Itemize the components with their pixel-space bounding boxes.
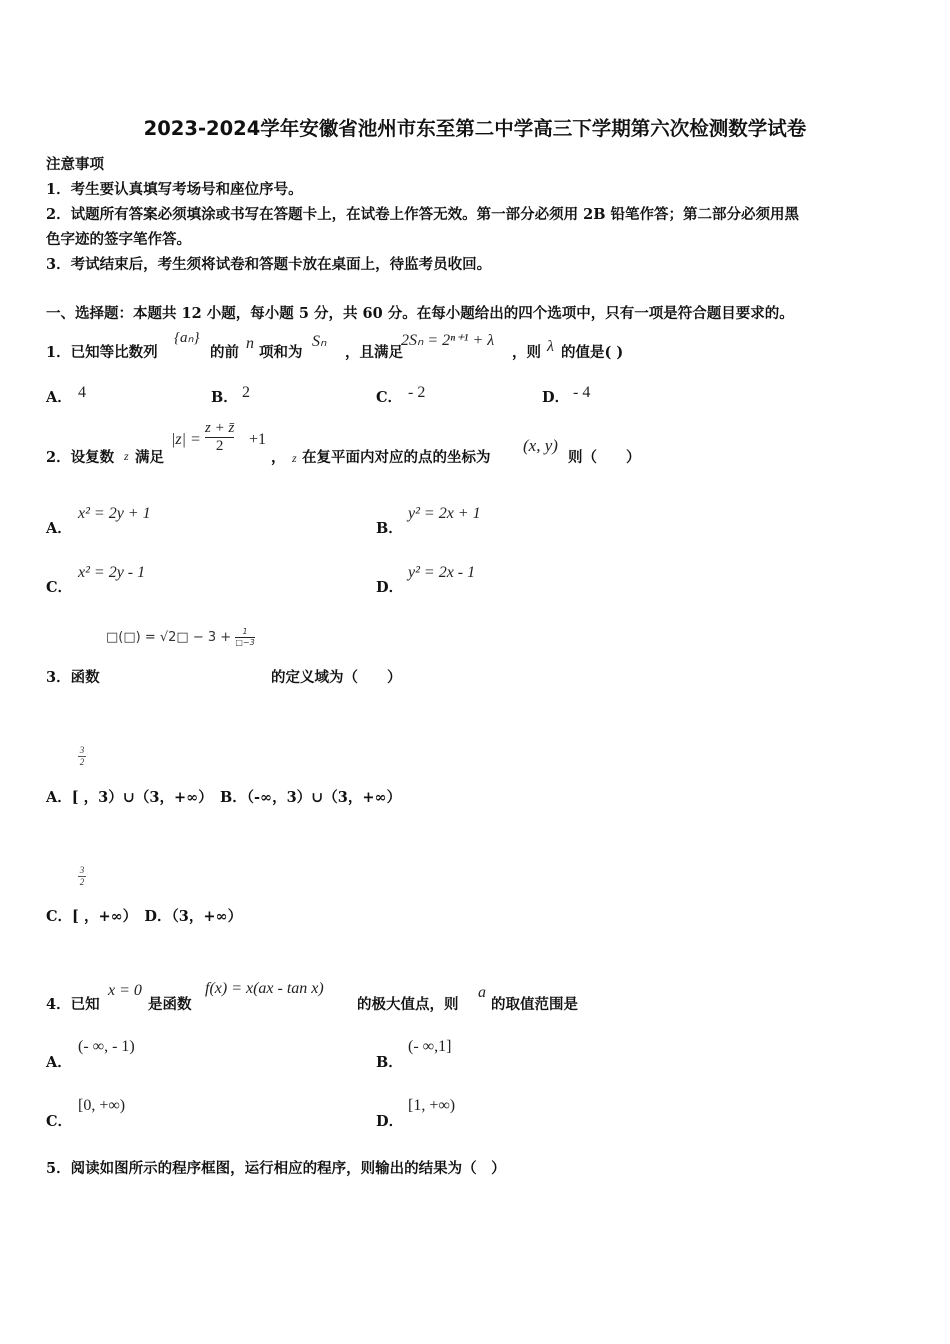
q3-formula-numerator: 1 xyxy=(242,627,248,636)
q2-option-d-label: D． xyxy=(376,579,404,596)
q2-coordinate: (x, y) xyxy=(523,436,558,455)
q3-option-c-fraction-numerator: 3 xyxy=(79,865,85,875)
q4-a: a xyxy=(478,984,486,1001)
q4-option-a: (- ∞, - 1) xyxy=(78,1038,135,1055)
q2-text-5: 则（ ） xyxy=(568,449,641,466)
q3-text-1: 3．函数 xyxy=(46,669,100,686)
q2-option-c-label: C． xyxy=(46,579,73,596)
q4-function: f(x) = x(ax - tan x) xyxy=(205,980,324,997)
q4-option-a-label: A． xyxy=(46,1054,72,1071)
page-title: 2023-2024学年安徽省池州市东至第二中学高三下学期第六次检测数学试卷 xyxy=(143,117,807,140)
q4-option-d-label: D． xyxy=(376,1113,404,1130)
q1-sequence: {aₙ} xyxy=(174,330,200,346)
q4-condition: x = 0 xyxy=(108,982,142,999)
q1-text-5: ，则 xyxy=(512,344,541,361)
q4-option-b: (- ∞,1] xyxy=(408,1038,452,1055)
q1-option-c: - 2 xyxy=(408,384,426,401)
q2-fraction-numerator: z + z̄ xyxy=(205,420,235,436)
q3-options-cd: C．[ ，+∞） D．（3，+∞） xyxy=(46,908,243,925)
q2-option-a: x² = 2y + 1 xyxy=(78,505,151,522)
q2-plus-one: +1 xyxy=(249,431,267,448)
q3-option-c-fraction-denominator: 2 xyxy=(79,877,85,887)
q4-text-2: 是函数 xyxy=(148,996,192,1013)
q1-option-b: 2 xyxy=(242,384,250,401)
q1-option-b-label: B． xyxy=(211,389,238,406)
q2-text-1: 2．设复数 xyxy=(46,449,115,466)
q2-option-d: y² = 2x - 1 xyxy=(408,564,476,581)
q4-option-c: [0, +∞) xyxy=(78,1097,126,1114)
section-heading: 一、选择题：本题共 12 小题，每小题 5 分，共 60 分。在每小题给出的四个选项中，只有一项是符合题目要求的。 xyxy=(46,305,794,322)
q1-option-c-label: C． xyxy=(376,389,403,406)
q1-text-6: 的值是( ) xyxy=(561,344,624,361)
q1-option-a-label: A． xyxy=(46,389,72,406)
q2-text-4: 在复平面内对应的点的坐标为 xyxy=(302,449,491,466)
q1-text-3: 项和为 xyxy=(259,344,303,361)
q2-option-b-label: B． xyxy=(376,520,403,537)
notice-item-2-line-1: 2．试题所有答案必须填涂或书写在答题卡上，在试卷上作答无效。第一部分必须用 2B 铅笔作答；第二部分必须用黑 xyxy=(46,206,800,223)
q3-option-a-fraction xyxy=(78,746,86,767)
q3-options-ab: A．[ ，3）∪（3，+∞） B．（-∞，3）∪（3，+∞） xyxy=(46,789,402,806)
q1-sn: Sₙ xyxy=(312,333,327,350)
q3-option-a-fraction-numerator: 3 xyxy=(79,745,85,755)
q3-option-c-fraction xyxy=(78,866,86,887)
q4-text-4: 的取值范围是 xyxy=(491,996,578,1013)
notice-item-1: 1．考生要认真填写考场号和座位序号。 xyxy=(46,181,303,198)
notice-heading: 注意事项 xyxy=(46,156,104,173)
q4-text-1: 4．已知 xyxy=(46,996,100,1013)
q2-text-3: ， xyxy=(271,449,286,466)
q1-text-1: 1．已知等比数列 xyxy=(46,344,158,361)
q2-option-c: x² = 2y - 1 xyxy=(78,564,146,581)
q1-text-2: 的前 xyxy=(210,344,239,361)
q3-text-2: 的定义域为（ ） xyxy=(271,669,402,686)
notice-item-2-line-2: 色字迹的签字笔作答。 xyxy=(46,231,191,248)
q2-option-b: y² = 2x + 1 xyxy=(408,505,481,522)
q4-text-3: 的极大值点，则 xyxy=(357,996,459,1013)
q5-text: 5．阅读如图所示的程序框图，运行相应的程序，则输出的结果为（ ） xyxy=(46,1160,506,1177)
q2-fraction xyxy=(205,421,234,454)
q4-option-d: [1, +∞) xyxy=(408,1097,456,1114)
notice-item-3: 3．考试结束后，考生须将试卷和答题卡放在桌面上，待监考员收回。 xyxy=(46,256,492,273)
q3-formula-denominator: □−3 xyxy=(235,638,255,647)
q2-z: z xyxy=(124,449,129,463)
q2-lhs: |z| = xyxy=(171,431,201,448)
q3-option-a-fraction-denominator: 2 xyxy=(79,757,85,767)
q2-fraction-denominator: 2 xyxy=(215,438,224,454)
q1-lambda: λ xyxy=(547,338,554,355)
q3-formula-main: □(□) = √2□ − 3 + xyxy=(106,630,232,645)
q1-equation: 2Sₙ = 2ⁿ⁺¹ + λ xyxy=(401,332,495,349)
q2-text-2: 满足 xyxy=(135,449,164,466)
q1-text-4: ，且满足 xyxy=(345,344,403,361)
q3-formula xyxy=(106,628,255,647)
q1-option-d-label: D． xyxy=(542,389,570,406)
q4-option-c-label: C． xyxy=(46,1113,73,1130)
q1-option-d: - 4 xyxy=(573,384,591,401)
q2-z2: z xyxy=(292,451,297,465)
q4-option-b-label: B． xyxy=(376,1054,403,1071)
q1-n: n xyxy=(246,335,254,352)
q2-option-a-label: A． xyxy=(46,520,72,537)
q1-option-a: 4 xyxy=(78,384,86,401)
